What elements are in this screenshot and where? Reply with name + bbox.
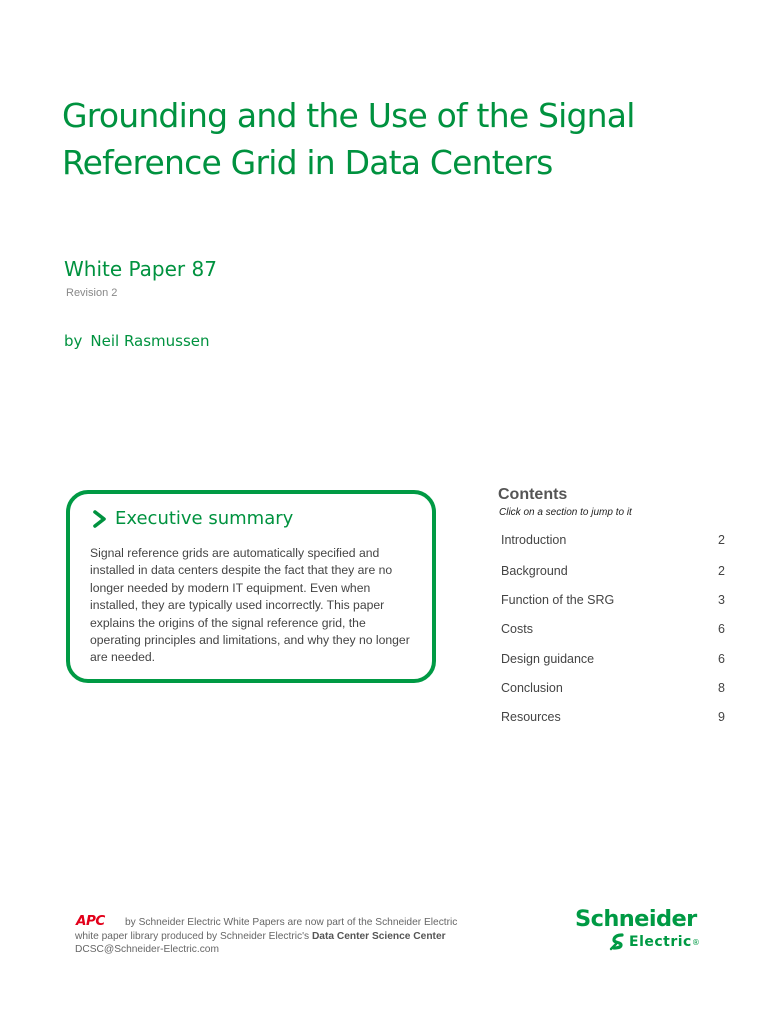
- footer-email: DCSC@Schneider-Electric.com: [75, 944, 219, 955]
- brand-sub: [609, 933, 700, 951]
- toc-item-page: 6: [718, 652, 725, 666]
- footer-line-2: white paper library produced by Schneider Electric's: [75, 930, 310, 942]
- schneider-electric-mark-icon: [609, 933, 627, 951]
- footer-science-center: Data Center Science Center: [311, 930, 446, 942]
- revision-label: Revision 2: [66, 287, 118, 299]
- toc-item-function-of-the-srg[interactable]: [501, 593, 725, 611]
- svg-text:APC: APC: [76, 913, 105, 927]
- executive-summary-title: Executive summary: [115, 508, 294, 529]
- toc-item-label: Resources: [501, 710, 561, 724]
- contents-heading: Contents: [498, 486, 568, 503]
- toc-item-conclusion[interactable]: [501, 681, 725, 699]
- toc-item-label: Function of the SRG: [501, 593, 615, 607]
- toc-item-page: 6: [718, 622, 725, 636]
- chevron-right-icon: [92, 510, 108, 528]
- author-name: Neil Rasmussen: [90, 332, 210, 350]
- toc-item-label: Background: [501, 564, 568, 578]
- toc-item-label: Design guidance: [501, 652, 595, 666]
- executive-summary-box: [66, 490, 436, 683]
- apc-logo: [75, 913, 123, 927]
- brand-sub-text: Electric: [629, 934, 692, 950]
- schneider-electric-logo: [575, 906, 715, 956]
- toc-item-costs[interactable]: [501, 622, 725, 640]
- executive-summary-heading: [92, 508, 293, 529]
- executive-summary-text: Signal reference grids are automatically specified and installed in data centers despite the fact that they are no longer needed by modern IT equipment. Even when installed, they are typically used incorrectly. This paper explains the origins of the signal reference grid, the operating principles and limitations, and why they no longer are needed.: [90, 546, 410, 665]
- footer-note: [75, 913, 495, 957]
- toc-item-background[interactable]: [501, 564, 725, 582]
- white-paper-number: White Paper 87: [64, 257, 217, 281]
- toc-item-page: 3: [718, 593, 725, 607]
- contents-subheading: Click on a section to jump to it: [499, 507, 632, 518]
- toc-item-label: Conclusion: [501, 681, 563, 695]
- toc-item-design-guidance[interactable]: [501, 652, 725, 670]
- brand-name: Schneider: [575, 906, 697, 932]
- toc-item-page: 9: [718, 710, 725, 724]
- title-line-2: Reference Grid in Data Centers: [62, 143, 553, 182]
- toc-item-resources[interactable]: [501, 710, 725, 728]
- footer-line-1: by Schneider Electric White Papers are now part of the Schneider Electric: [125, 917, 458, 928]
- toc-item-label: Introduction: [501, 533, 567, 547]
- byline: [64, 332, 210, 350]
- toc-item-introduction[interactable]: [501, 533, 725, 551]
- document-title: [62, 92, 742, 186]
- byline-by: by: [64, 332, 83, 350]
- toc-item-page: 8: [718, 681, 725, 695]
- title-line-1: Grounding and the Use of the Signal: [62, 96, 635, 135]
- toc-item-page: 2: [718, 564, 725, 578]
- toc-item-page: 2: [718, 533, 725, 547]
- trademark-symbol: ®: [691, 937, 701, 947]
- toc-item-label: Costs: [501, 622, 533, 636]
